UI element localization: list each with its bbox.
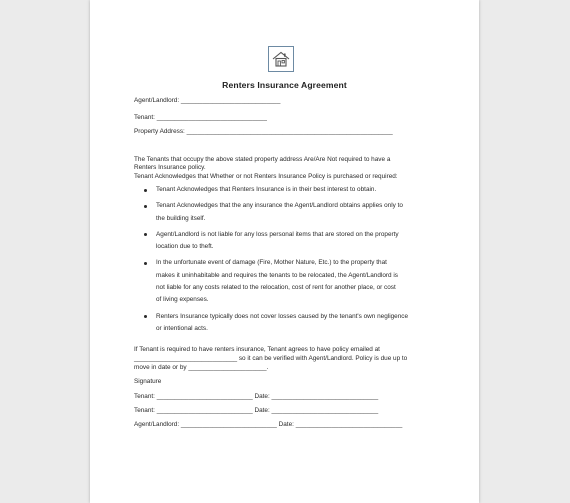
signature-line: Agent/Landlord: ___________________________ Date: ______________________________ [134,421,403,428]
closing-line: _____________________________ so it can be verified with Agent/Landlord. Policy is due up to [134,355,408,362]
signature-line: Tenant: ___________________________ Date: ______________________________ [134,407,379,414]
closing-line: If Tenant is required to have renters insurance, Tenant agrees to have policy emailed at [134,346,380,353]
property-address-field: Property Address: __________________________________________________________ [134,128,393,135]
intro-line: Tenant Acknowledges that Whether or not Renters Insurance Policy is purchased or required: [134,173,398,180]
intro-line: The Tenants that occupy the above stated property address Are/Are Not required to have a [134,156,391,163]
list-item: Tenant Acknowledges that the any insurance the Agent/Landlord obtains applies only to the building itself. [142,200,442,225]
signature-heading: Signature [134,378,162,385]
acknowledgement-list [142,184,442,339]
agent-landlord-field: Agent/Landlord: ____________________________ [134,97,281,104]
document-page [90,0,479,503]
list-item: Renters Insurance typically does not cover losses caused by the tenant's own negligence or intentional acts. [142,311,442,336]
list-item: In the unfortunate event of damage (Fire, Mother Nature, Etc.) to the property that makes it uninhabitable and requires the tenants to be relocated, the Agent/Landlord is not liable for any costs related to the relocation, cost of rent for another place, or cost of living expenses. [142,257,442,306]
list-item: Tenant Acknowledges that Renters Insurance is in their best interest to obtain. [142,184,442,196]
house-icon [272,51,290,67]
closing-line: move in date or by ______________________. [134,364,269,371]
tenant-field: Tenant: _______________________________ [134,114,267,121]
intro-line: Renters Insurance policy. [134,164,206,171]
document-title: Renters Insurance Agreement [222,80,347,90]
list-item: Agent/Landlord is not liable for any loss personal items that are stored on the property location due to theft. [142,229,442,254]
signature-line: Tenant: ___________________________ Date: ______________________________ [134,393,379,400]
logo [268,46,294,72]
